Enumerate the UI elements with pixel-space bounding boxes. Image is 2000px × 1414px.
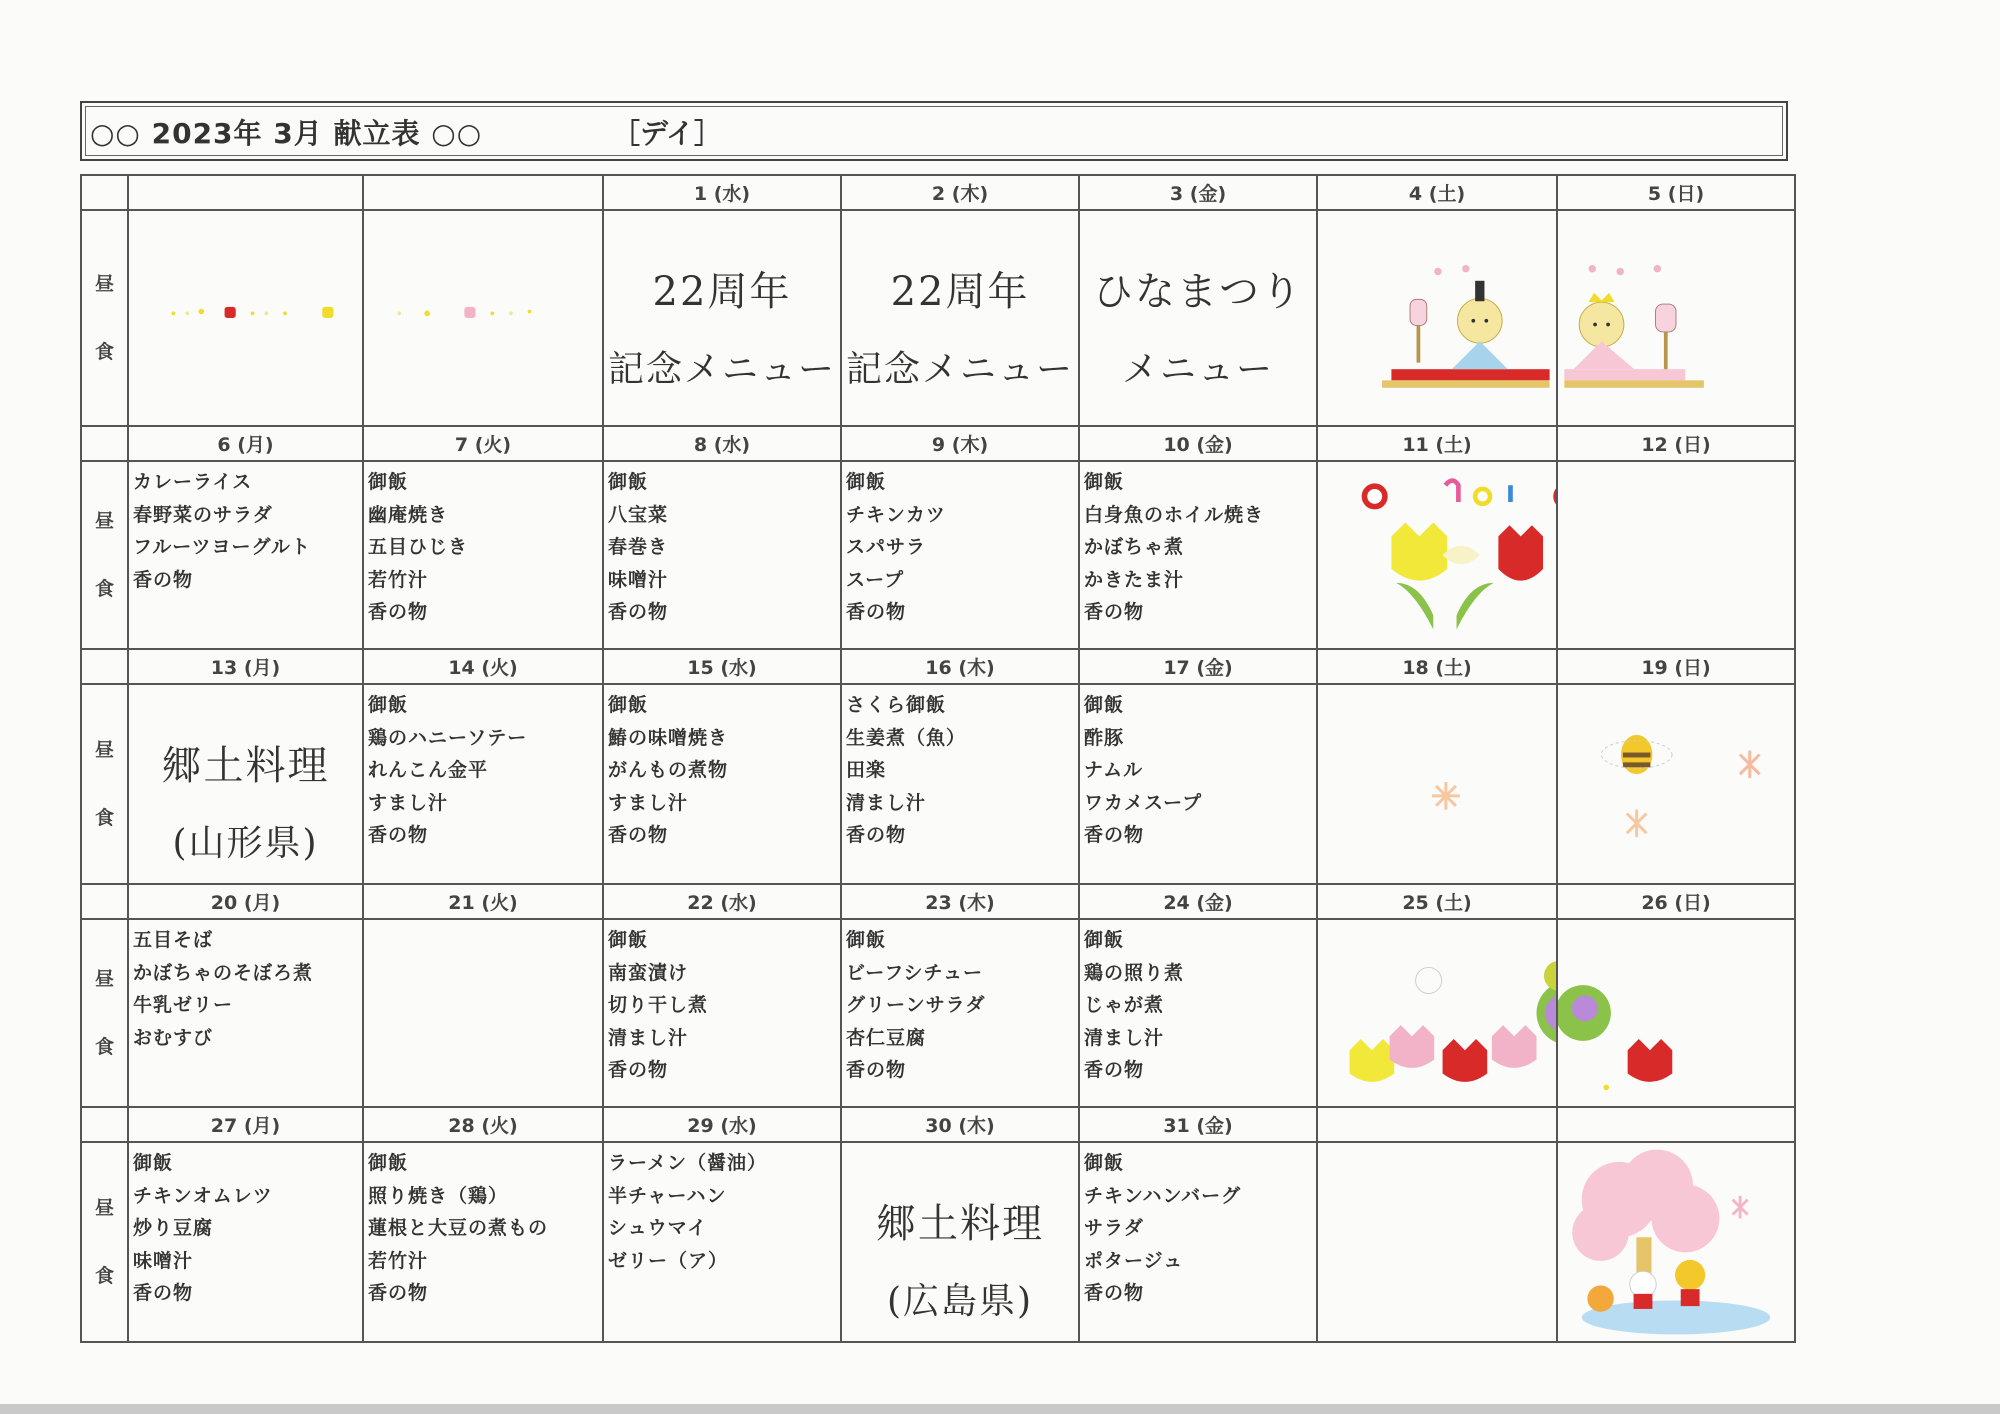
meal-label-char: 食 <box>94 341 114 363</box>
day-date <box>1557 1107 1795 1142</box>
meal-label-char: 昼 <box>94 510 114 532</box>
menu-item: シュウマイ <box>608 1217 708 1240</box>
day-menu <box>841 210 1079 426</box>
menu-item: 香の物 <box>608 824 669 847</box>
menu-item: 御飯 <box>846 471 887 493</box>
menu-item: チキンハンバーグ <box>1084 1184 1242 1207</box>
day-menu <box>1557 1142 1795 1342</box>
day-date: 6 (月) <box>128 426 363 461</box>
menu-item: すまし汁 <box>368 791 449 814</box>
day-date: 25 (土) <box>1317 884 1557 919</box>
menu-item: おむすび <box>133 1026 214 1049</box>
page-tag: ［デイ］ <box>612 117 723 150</box>
menu-item: スープ <box>846 568 905 591</box>
meal-label-char: 昼 <box>94 968 114 990</box>
label-spacer <box>81 884 128 919</box>
page-title: ○○ 2023年 3月 献立表 ○○ <box>90 117 483 150</box>
menu-item: れんこん金平 <box>368 759 489 782</box>
day-date: 10 (金) <box>1079 426 1317 461</box>
label-spacer <box>81 175 128 210</box>
menu-item: チキンオムレツ <box>133 1184 273 1207</box>
day-menu <box>1557 210 1795 426</box>
day-menu <box>841 684 1079 884</box>
menu-item: 香の物 <box>1084 1282 1145 1305</box>
day-menu <box>1317 210 1557 426</box>
handwritten-note: ひなまつり <box>1093 269 1304 315</box>
day-menu <box>1079 1142 1317 1342</box>
menu-calendar <box>80 174 1796 1343</box>
label-spacer <box>81 1107 128 1142</box>
menu-item: 清まし汁 <box>846 791 927 814</box>
menu-item: 照り焼き（鶏） <box>368 1184 509 1207</box>
day-date: 27 (月) <box>128 1107 363 1142</box>
menu-row <box>81 210 1795 426</box>
menu-row <box>81 919 1795 1107</box>
menu-item: 香の物 <box>608 601 669 624</box>
menu-item: 若竹汁 <box>368 1249 429 1272</box>
menu-item: かきたま汁 <box>1084 568 1185 591</box>
menu-item: 香の物 <box>846 601 907 624</box>
day-menu <box>128 1142 363 1342</box>
menu-item: 生姜煮（魚） <box>846 726 967 749</box>
day-menu <box>1557 919 1795 1107</box>
day-menu <box>1317 461 1557 649</box>
menu-item: 香の物 <box>368 824 429 847</box>
day-date: 7 (火) <box>363 426 603 461</box>
handwritten-note: 22周年 <box>652 269 792 315</box>
day-date: 28 (火) <box>363 1107 603 1142</box>
menu-item: 香の物 <box>368 1282 429 1305</box>
handwritten-note: メニュー <box>1122 349 1275 390</box>
day-date: 9 (木) <box>841 426 1079 461</box>
menu-item: 杏仁豆腐 <box>846 1026 927 1049</box>
menu-item: 香の物 <box>133 1282 194 1305</box>
label-spacer <box>81 649 128 684</box>
menu-item: グリーンサラダ <box>846 994 986 1017</box>
day-menu <box>1557 684 1795 884</box>
day-menu <box>603 210 841 426</box>
day-menu <box>363 210 603 426</box>
menu-item: 味噌汁 <box>133 1249 194 1272</box>
date-row <box>81 649 1795 684</box>
menu-item: 御飯 <box>368 694 409 716</box>
day-date: 4 (土) <box>1317 175 1557 210</box>
handwritten-note: 郷土料理 <box>161 743 330 789</box>
menu-item: 香の物 <box>608 1059 669 1082</box>
menu-item: 田楽 <box>846 759 887 782</box>
meal-label-char: 食 <box>94 807 114 829</box>
menu-item: 白身魚のホイル焼き <box>1084 503 1265 526</box>
menu-row <box>81 684 1795 884</box>
menu-item: 御飯 <box>1084 471 1125 493</box>
menu-item: 五目ひじき <box>368 536 469 559</box>
meal-label <box>81 684 128 884</box>
day-menu <box>603 684 841 884</box>
menu-item: 春野菜のサラダ <box>133 503 273 526</box>
menu-item: 香の物 <box>1084 601 1145 624</box>
menu-item: ポタージュ <box>1084 1249 1184 1272</box>
day-date: 31 (金) <box>1079 1107 1317 1142</box>
day-date <box>128 175 363 210</box>
meal-label-char: 食 <box>94 578 114 600</box>
meal-label-char: 昼 <box>94 1197 114 1219</box>
menu-item: 五目そば <box>133 929 214 951</box>
handwritten-note: (広島県) <box>886 1281 1034 1322</box>
day-date <box>363 175 603 210</box>
day-date: 22 (水) <box>603 884 841 919</box>
handwritten-note: 22周年 <box>890 269 1030 315</box>
menu-item: 清まし汁 <box>1084 1026 1165 1049</box>
menu-item: ビーフシチュー <box>846 961 983 984</box>
menu-item: 幽庵焼き <box>368 503 449 526</box>
day-date: 2 (木) <box>841 175 1079 210</box>
day-date: 17 (金) <box>1079 649 1317 684</box>
day-menu <box>603 919 841 1107</box>
day-date: 19 (日) <box>1557 649 1795 684</box>
menu-item: 鶏のハニーソテー <box>368 726 528 749</box>
meal-label <box>81 919 128 1107</box>
menu-row <box>81 1142 1795 1342</box>
menu-item: カレーライス <box>133 471 253 493</box>
date-row <box>81 175 1795 210</box>
day-date: 1 (水) <box>603 175 841 210</box>
day-menu <box>1079 684 1317 884</box>
date-row <box>81 1107 1795 1142</box>
day-date: 12 (日) <box>1557 426 1795 461</box>
menu-item: 御飯 <box>608 929 649 951</box>
day-menu <box>128 684 363 884</box>
meal-label <box>81 210 128 426</box>
menu-item: フルーツヨーグルト <box>133 536 311 559</box>
menu-item: チキンカツ <box>846 503 946 526</box>
menu-item: 清まし汁 <box>608 1026 689 1049</box>
menu-item: すまし汁 <box>608 791 689 814</box>
menu-item: 御飯 <box>608 471 649 493</box>
date-row <box>81 426 1795 461</box>
day-menu <box>128 919 363 1107</box>
date-row <box>81 884 1795 919</box>
menu-item: ワカメスープ <box>1084 791 1203 814</box>
day-date: 26 (日) <box>1557 884 1795 919</box>
menu-item: 蓮根と大豆の煮もの <box>368 1217 549 1240</box>
day-date: 18 (土) <box>1317 649 1557 684</box>
day-date: 14 (火) <box>363 649 603 684</box>
meal-label-char: 食 <box>94 1265 114 1287</box>
menu-item: 御飯 <box>1084 929 1125 951</box>
day-menu <box>603 461 841 649</box>
day-menu <box>841 919 1079 1107</box>
day-date: 11 (土) <box>1317 426 1557 461</box>
day-menu <box>1079 461 1317 649</box>
menu-item: 牛乳ゼリー <box>133 994 234 1017</box>
day-date: 30 (木) <box>841 1107 1079 1142</box>
day-menu <box>128 461 363 649</box>
menu-item: 香の物 <box>1084 1059 1145 1082</box>
meal-label-char: 昼 <box>94 273 114 295</box>
menu-item: かぼちゃのそぼろ煮 <box>133 961 314 984</box>
menu-item: サラダ <box>1084 1217 1144 1240</box>
menu-row <box>81 461 1795 649</box>
day-menu <box>841 461 1079 649</box>
menu-item: 炒り豆腐 <box>133 1217 214 1240</box>
handwritten-note: (山形県) <box>172 823 319 864</box>
menu-item: 若竹汁 <box>368 568 429 591</box>
handwritten-note: 記念メニュー <box>608 349 837 390</box>
handwritten-note: 郷土料理 <box>876 1201 1045 1247</box>
menu-item: 南蛮漬け <box>608 961 689 984</box>
menu-item: 鶏の照り煮 <box>1084 961 1185 984</box>
menu-item: 鰆の味噌焼き <box>608 726 729 749</box>
scan-bottom-edge <box>0 1404 2000 1414</box>
day-date: 8 (水) <box>603 426 841 461</box>
day-menu <box>841 1142 1079 1342</box>
day-menu <box>363 919 603 1107</box>
menu-item: 春巻き <box>608 536 669 559</box>
day-menu <box>1079 210 1317 426</box>
day-menu <box>1317 1142 1557 1342</box>
day-date: 29 (水) <box>603 1107 841 1142</box>
menu-item: 香の物 <box>846 824 907 847</box>
day-menu <box>363 461 603 649</box>
menu-item: さくら御飯 <box>846 694 947 716</box>
menu-item: じゃが煮 <box>1084 994 1165 1017</box>
day-menu <box>128 210 363 426</box>
day-date: 23 (木) <box>841 884 1079 919</box>
menu-item: ゼリー（ア） <box>608 1249 729 1272</box>
label-spacer <box>81 426 128 461</box>
day-date: 13 (月) <box>128 649 363 684</box>
day-date <box>1317 1107 1557 1142</box>
menu-item: がんもの煮物 <box>608 759 729 782</box>
menu-item: ラーメン（醤油） <box>608 1152 768 1174</box>
menu-item: 味噌汁 <box>608 568 669 591</box>
menu-item: 八宝菜 <box>608 503 669 526</box>
menu-item: 御飯 <box>368 471 409 493</box>
menu-item: 御飯 <box>1084 1152 1125 1174</box>
menu-item: かぼちゃ煮 <box>1084 536 1185 559</box>
day-date: 16 (木) <box>841 649 1079 684</box>
menu-item: 香の物 <box>133 568 194 591</box>
menu-item: 香の物 <box>368 601 429 624</box>
meal-label-char: 食 <box>94 1036 114 1058</box>
day-date: 15 (水) <box>603 649 841 684</box>
day-date: 24 (金) <box>1079 884 1317 919</box>
day-date: 21 (火) <box>363 884 603 919</box>
menu-item: 香の物 <box>1084 824 1145 847</box>
day-date: 3 (金) <box>1079 175 1317 210</box>
day-menu <box>603 1142 841 1342</box>
menu-item: 香の物 <box>846 1059 907 1082</box>
day-menu <box>363 1142 603 1342</box>
day-menu <box>1079 919 1317 1107</box>
day-date: 20 (月) <box>128 884 363 919</box>
day-date: 5 (日) <box>1557 175 1795 210</box>
menu-item: スパサラ <box>846 536 927 559</box>
meal-label <box>81 461 128 649</box>
day-menu <box>1317 684 1557 884</box>
menu-item: 御飯 <box>846 929 887 951</box>
menu-item: 半チャーハン <box>608 1184 727 1207</box>
menu-item: 酢豚 <box>1084 726 1125 749</box>
meal-label-char: 昼 <box>94 739 114 761</box>
handwritten-note: 記念メニュー <box>846 349 1075 390</box>
menu-item: 御飯 <box>608 694 649 716</box>
day-menu <box>1557 461 1795 649</box>
day-menu <box>1317 919 1557 1107</box>
meal-label <box>81 1142 128 1342</box>
menu-item: ナムル <box>1084 759 1144 782</box>
menu-item: 御飯 <box>368 1152 409 1174</box>
menu-item: 切り干し煮 <box>608 994 709 1017</box>
menu-item: 御飯 <box>133 1152 174 1174</box>
day-menu <box>363 684 603 884</box>
menu-item: 御飯 <box>1084 694 1125 716</box>
